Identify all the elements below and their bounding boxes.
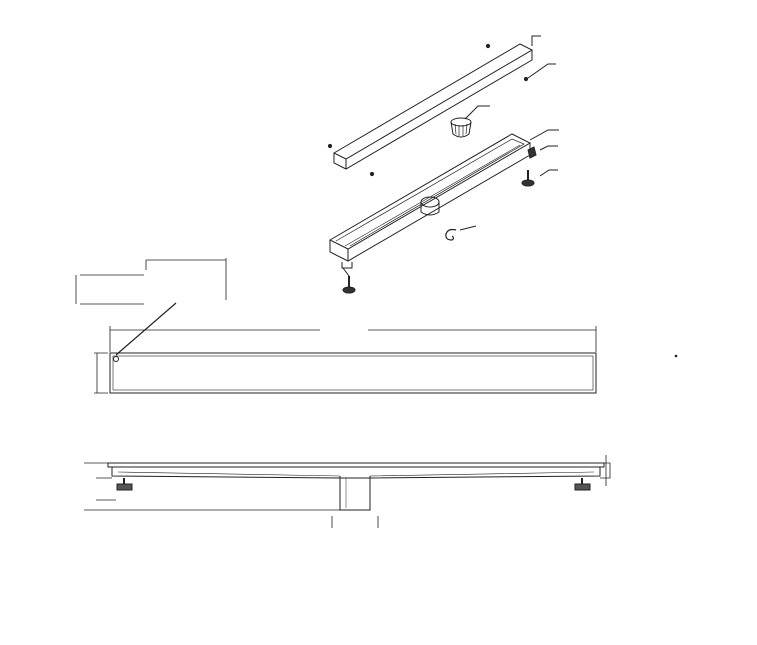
leveling-foot-icon <box>343 276 355 293</box>
leveling-foot-icon <box>522 170 534 186</box>
exploded-drain-channel <box>330 134 530 268</box>
drain-hook-icon <box>446 230 456 241</box>
drain-side-view <box>108 463 604 510</box>
grate-top-view <box>110 353 596 393</box>
strainer-part <box>451 118 471 137</box>
